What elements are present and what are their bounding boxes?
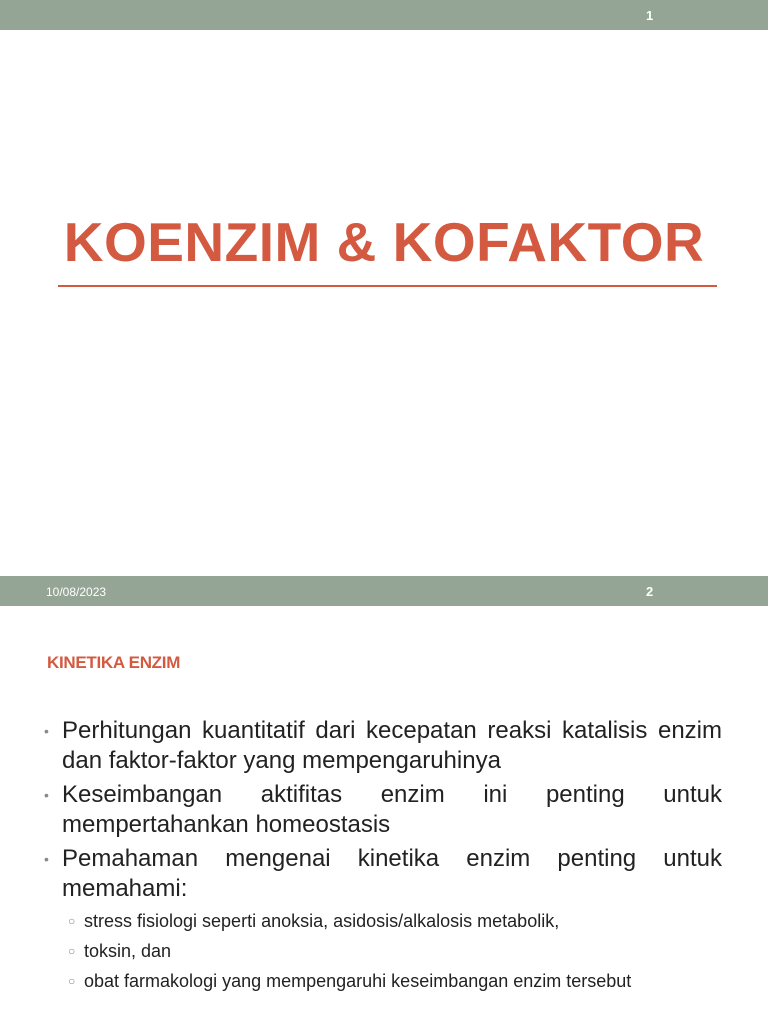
slide-1-number: 1	[646, 8, 654, 23]
bullet-dot-icon: •	[44, 787, 49, 803]
bullet-dot-icon: •	[44, 851, 49, 867]
sub-bullet-item	[68, 908, 722, 934]
slide-2-heading: KINETIKA ENZIM	[47, 653, 181, 672]
bullet-item	[44, 716, 722, 776]
bullet-text: Keseimbangan aktifitas enzim ini penting untuk mempertahankan homeostasis	[62, 781, 722, 838]
sub-bullet-item	[68, 968, 722, 994]
sub-bullet-text: toksin, dan	[84, 941, 172, 961]
bullet-item	[44, 844, 722, 994]
slide-1-header-bar	[0, 0, 768, 30]
sub-bullet-text: obat farmakologi yang mempengaruhi keseimbangan enzim tersebut	[84, 971, 632, 991]
bullet-list	[44, 716, 722, 998]
sub-bullet-circle-icon: ○	[68, 944, 76, 958]
sub-bullet-list	[62, 908, 722, 994]
bullet-item	[44, 780, 722, 840]
slide-2	[0, 606, 768, 1024]
sub-bullet-item	[68, 938, 722, 964]
sub-bullet-circle-icon: ○	[68, 914, 76, 928]
slide-2-header-bar	[0, 576, 768, 606]
slide-date: 10/08/2023	[46, 585, 107, 599]
slide-1-title: KOENZIM & KOFAKTOR	[63, 211, 705, 273]
sub-bullet-circle-icon: ○	[68, 974, 76, 988]
bullet-text: Perhitungan kuantitatif dari kecepatan reaksi katalisis enzim dan faktor-faktor yang mempengaruhinya	[62, 717, 722, 774]
slide-2-number: 2	[646, 584, 654, 599]
slide-1	[0, 30, 768, 576]
bullet-dot-icon: •	[44, 723, 49, 739]
title-underline	[58, 285, 717, 287]
bullet-text: Pemahaman mengenai kinetika enzim penting untuk memahami:	[62, 845, 722, 902]
sub-bullet-text: stress fisiologi seperti anoksia, asidosis/alkalosis metabolik,	[84, 911, 560, 931]
